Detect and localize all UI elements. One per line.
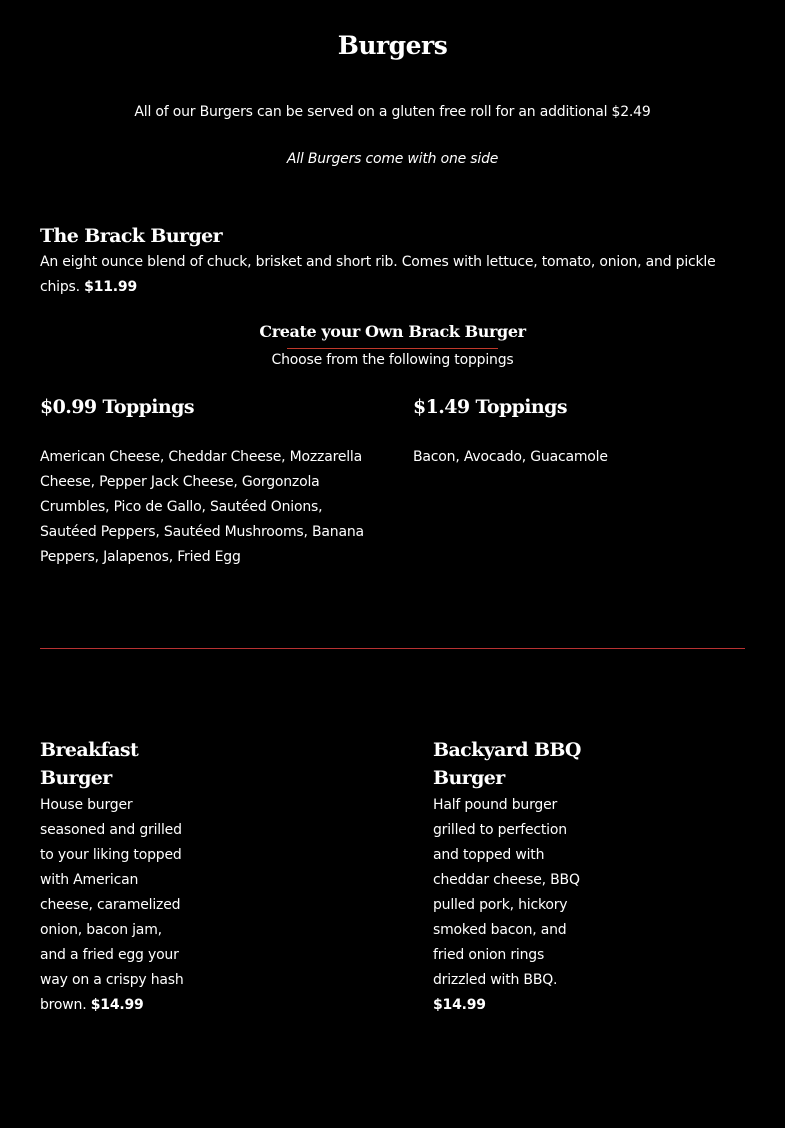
create-your-own-underline xyxy=(287,348,498,349)
backyard-bbq-burger-description-text: Half pound burger grilled to perfection and topped with cheddar cheese, BBQ pulled pork, hickory smoked bacon, and fried onion rings drizzled with BBQ. xyxy=(433,797,580,988)
breakfast-burger-description-text: House burger seasoned and grilled to your liking topped with American cheese, caramelized onion, bacon jam, and a fried egg your way on a crispy hash brown. xyxy=(40,797,184,1013)
gluten-free-note: All of our Burgers can be served on a gluten free roll for an additional $2.49 xyxy=(134,104,651,120)
brack-burger-price: $11.99 xyxy=(84,279,137,295)
backyard-bbq-burger-price: $14.99 xyxy=(433,997,486,1013)
toppings-149-heading: $1.49 Toppings xyxy=(413,396,567,418)
toppings-099-list: American Cheese, Cheddar Cheese, Mozzarella Cheese, Pepper Jack Cheese, Gorgonzola Crumbles, Pico de Gallo, Sautéed Onions, Sautéed Peppers, Sautéed Mushrooms, Banana Peppers, Jalapenos, Fried Egg xyxy=(40,449,364,565)
backyard-bbq-burger-description xyxy=(433,793,581,1018)
brack-burger-title: The Brack Burger xyxy=(40,225,223,247)
page-title: Burgers xyxy=(337,30,448,60)
breakfast-burger-title: Breakfast Burger xyxy=(40,739,139,789)
section-divider xyxy=(40,648,745,649)
breakfast-burger-description xyxy=(40,793,188,1018)
brack-burger-description xyxy=(40,250,740,300)
toppings-099-heading: $0.99 Toppings xyxy=(40,396,194,418)
toppings-149-list: Bacon, Avocado, Guacamole xyxy=(413,449,608,465)
brack-burger-description-text: An eight ounce blend of chuck, brisket and short rib. Comes with lettuce, tomato, onion, and pickle chips. xyxy=(40,254,716,295)
create-your-own-subtitle: Choose from the following toppings xyxy=(271,352,514,368)
breakfast-burger-price: $14.99 xyxy=(90,997,144,1013)
backyard-bbq-burger-title: Backyard BBQ Burger xyxy=(433,739,581,789)
one-side-note: All Burgers come with one side xyxy=(286,151,499,167)
create-your-own-title: Create your Own Brack Burger xyxy=(259,322,526,341)
